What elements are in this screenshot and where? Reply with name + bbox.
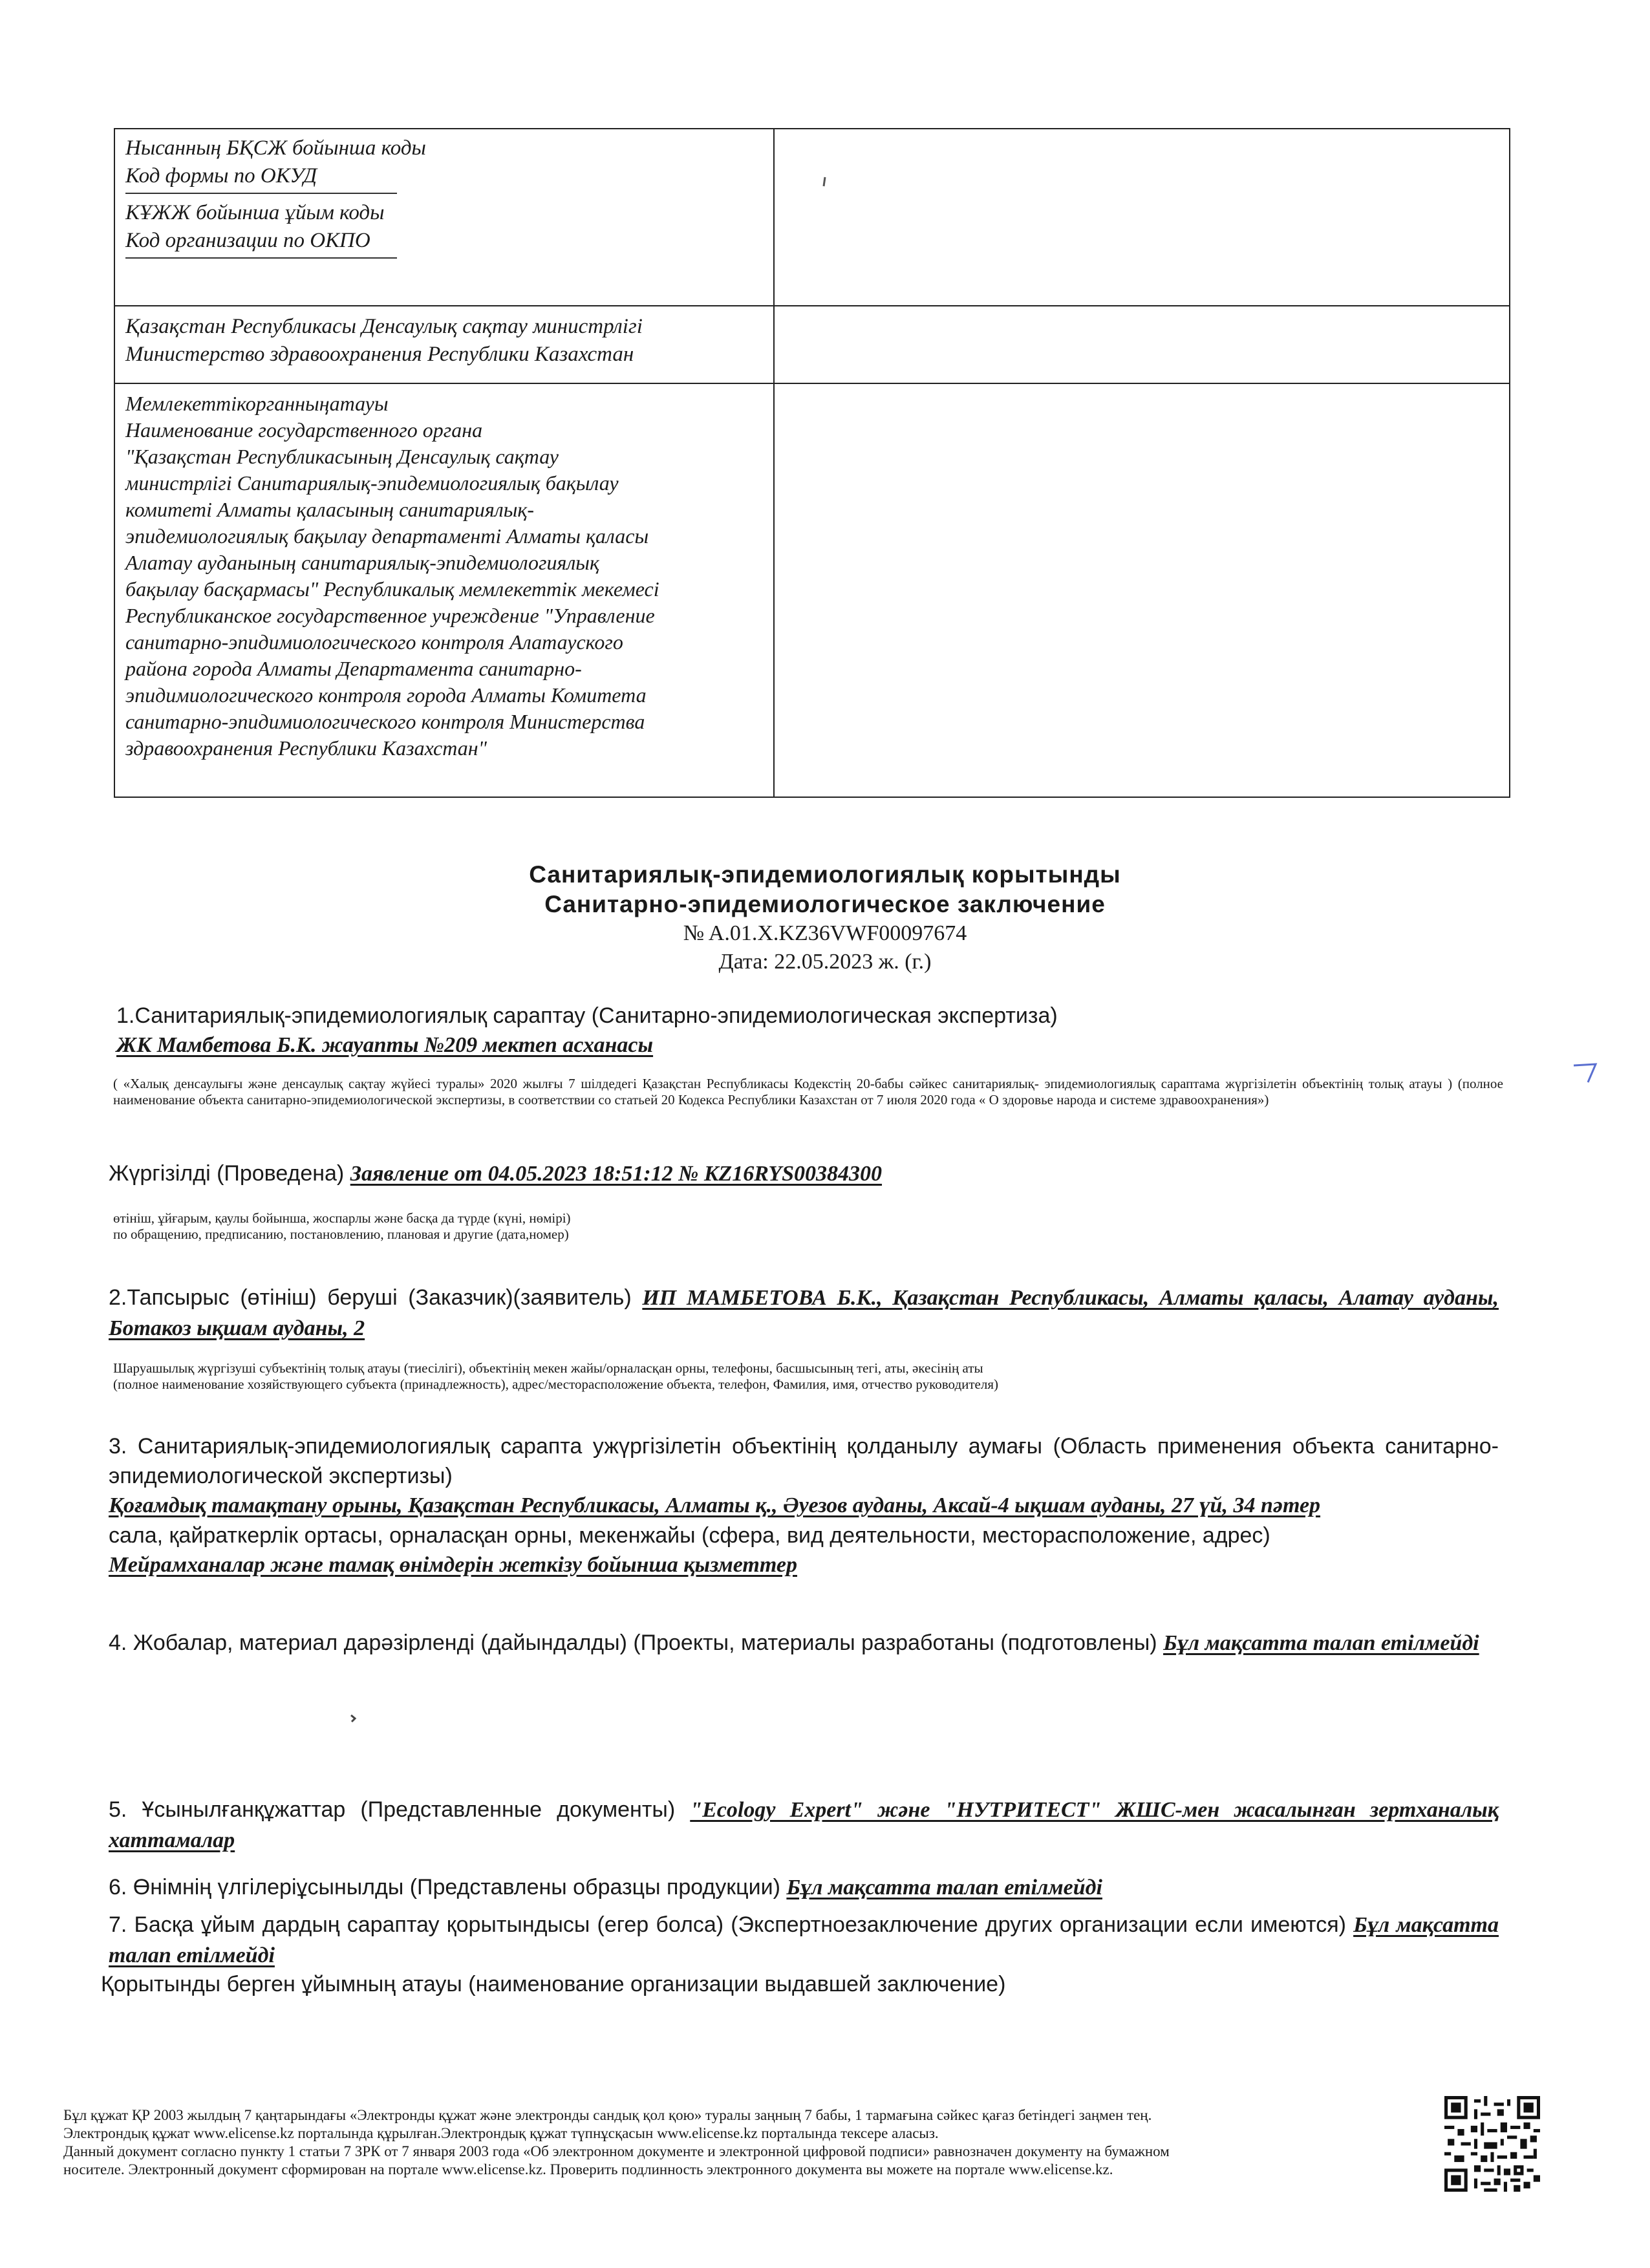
- section-6: [109, 1872, 1499, 1903]
- organ-line: эпидимиологического контроля города Алматы Комитета: [125, 683, 647, 707]
- section-3-label: 3. Санитариялық-эпидемиологиялық сарапта ужүргізілетін объектінің қолданылу аумағы (Область применения объекта санитарно-эпидемиологической экспертизы): [109, 1434, 1499, 1488]
- organ-label-ru: Наименование государственного органа: [125, 418, 483, 442]
- document-number: № A.01.X.KZ36VWF00097674: [683, 921, 967, 945]
- organ-line: Республиканское государственное учреждение "Управление: [125, 604, 655, 627]
- footer-line: носителе. Электронный документ сформирован на портале www.elicense.kz. Проверить подлинность электронного документа вы можете на портале www.elicense.kz.: [63, 2161, 1113, 2177]
- conducted-note: [113, 1210, 1503, 1243]
- organ-line: санитарно-эпидимиологического контроля Министерства: [125, 710, 645, 733]
- okud-ru: Код формы по ОКУД: [125, 164, 317, 187]
- footer-line: Бұл құжат ҚР 2003 жылдың 7 қаңтарындағы «Электронды құжат және электронды сандық қол қою» туралы заңның 7 бабы, 1 тармағына сәйкес қағаз бетіндегі заңмен тең.: [63, 2107, 1152, 2123]
- section-2-note: [113, 1360, 1503, 1393]
- ministry-kz: Қазақстан Республикасы Денсаулық сақтау министрлігі: [125, 315, 643, 338]
- okpo-ru: Код организации по ОКПО: [125, 229, 370, 252]
- organ-line: Алатау ауданының санитариялық-эпидемиологиялық: [125, 551, 599, 574]
- section-7-value: Бұл мақсатта талап етілмейді: [109, 1913, 1499, 1967]
- section-1: [116, 1001, 1506, 1060]
- organ-cell: [116, 385, 772, 797]
- section-5: [109, 1795, 1499, 1856]
- organ-line: района города Алматы Департамента санитарно-: [125, 657, 582, 680]
- organ-line: здравоохранения Республики Казахстан": [125, 736, 488, 760]
- table-divider-row1: [114, 305, 1510, 306]
- title-kz: Санитариялық-эпидемиологиялық корытынды: [529, 861, 1121, 888]
- conducted-note-ru: по обращению, предписанию, постановлению, плановая и другие (дата,номер): [113, 1226, 569, 1242]
- organ-label-kz: Мемлекеттікорганныңатауы: [125, 392, 389, 415]
- section-4: [109, 1628, 1499, 1658]
- footer-line: Электрондық құжат www.elicense.kz порталында құрылған.Электрондық құжат түпнұсқасын www.elicense.kz порталында тексере аласыз.: [63, 2125, 939, 2141]
- section-4-value: Бұл мақсатта талап етілмейді: [1163, 1631, 1479, 1655]
- section-4-label: 4. Жобалар, материал дарәзірленді (дайындалды) (Проекты, материалы разработаны (подготовлены): [109, 1631, 1157, 1655]
- conducted-block: [109, 1159, 1499, 1189]
- organ-line: бақылау басқармасы" Республикалық мемлекеттік мекемесі: [125, 577, 659, 601]
- section-7-issuer-label: Қорытынды берген ұйымның атауы (наименование организации выдавшей заключение): [101, 1972, 1006, 1996]
- table-divider-vertical: [773, 128, 775, 798]
- section-7-label: 7. Басқа ұйым дардың сараптау қорытындысы (егер болса) (Экспертноезаключение других организации если имеются): [109, 1912, 1346, 1937]
- scan-mark: [821, 176, 829, 189]
- footer-legal-note: [63, 2106, 1408, 2179]
- section-1-value: ЖК Мамбетова Б.К. жауапты №209 мектеп асханасы: [116, 1033, 654, 1057]
- organ-line: комитеті Алматы қаласының санитариялық-: [125, 498, 535, 521]
- scan-mark: [349, 1713, 358, 1724]
- section-2-note-ru: (полное наименование хозяйствующего субъекта (принадлежность), адрес/месторасположение объекта, телефон, Фамилия, имя, отчество руководителя): [113, 1376, 998, 1392]
- okud-kz: Нысанның БҚСЖ бойынша коды: [125, 136, 426, 160]
- ministry-cell: [116, 308, 772, 381]
- organ-line: санитарно-эпидимиологического контроля Алатауского: [125, 630, 623, 654]
- table-divider-row2: [114, 383, 1510, 384]
- section-6-value: Бұл мақсатта талап етілмейді: [786, 1876, 1102, 1899]
- blue-pen-mark: [1571, 1060, 1603, 1086]
- section-6-label: 6. Өнімнің үлгілеріұсынылды (Представлены образцы продукции): [109, 1875, 780, 1899]
- section-2-value: ИП МАМБЕТОВА Б.К., Қазақстан Республикасы, Алматы қаласы, Алатау ауданы, Ботакоз ықшам ауданы, 2: [109, 1286, 1499, 1340]
- section-5-value: "Ecology Expert" және "НУТРИТЕСТ" ЖШС-мен жасалынған зертханалық хаттамалар: [109, 1798, 1499, 1852]
- okpo-blank-line: [125, 257, 397, 259]
- section-3: [109, 1431, 1499, 1580]
- section-2-note-kz: Шаруашылық жүргізуші субъектінің толық атауы (тиесілігі), объектінің мекен жайы/орналасқан орны, телефоны, басшысының тегі, аты, әкесінің аты: [113, 1360, 983, 1376]
- conducted-value: Заявление от 04.05.2023 18:51:12 № KZ16RYS00384300: [350, 1162, 883, 1186]
- qr-code-icon: [1444, 2096, 1540, 2192]
- section-5-label: 5. Ұсынылғанқұжаттар (Представленные документы): [109, 1797, 676, 1822]
- organ-line: министрлігі Санитариялық-эпидемиологиялық бақылау: [125, 471, 619, 495]
- section-7: [109, 1910, 1499, 1971]
- conducted-note-kz: өтініш, ұйғарым, қаулы бойынша, жоспарлы және басқа да түрде (күні, нөмірі): [113, 1210, 571, 1226]
- organ-line: эпидемиологиялық бақылау департаменті Алматы қаласы: [125, 524, 649, 548]
- section-7-issuer: [101, 1969, 1491, 1999]
- section-2-label: 2.Тапсырыс (өтініш) беруші (Заказчик)(заявитель): [109, 1285, 632, 1310]
- document-title: [0, 860, 1650, 976]
- organ-line: "Қазақстан Республикасының Денсаулық сақтау: [125, 445, 559, 468]
- section-1-note: ( «Халық денсаулығы және денсаулық сақтау жүйесі туралы» 2020 жылғы 7 шілдедегі Қазақстан Республикасы Кодекстің 20-бабы сәйкес санитариялық- эпидемиологиялық сараптама жүргізілетін объектінің толық атауы ) (полное наименование объекта санитарно-эпидемиологической экспертизы, в соответствии со статьей 20 Кодекса Республики Казахстан от 7 июля 2020 года « О здоровье народа и системе здравоохранения»): [113, 1076, 1503, 1107]
- form-code-cell: [116, 129, 772, 304]
- footer-line: Данный документ согласно пункту 1 статьи 7 ЗРК от 7 января 2003 года «Об электронном документе и электронной цифровой подписи» равнозначен документу на бумажном: [63, 2143, 1170, 2159]
- section-3-sphere-value: Мейрамханалар және тамақ өнімдерін жеткізу бойынша қызметтер: [109, 1553, 797, 1577]
- section-2: [109, 1283, 1499, 1343]
- ministry-ru: Министерство здравоохранения Республики Казахстан: [125, 343, 634, 366]
- title-ru: Санитарно-эпидемиологическое заключение: [544, 891, 1106, 917]
- okud-blank-line: [125, 193, 397, 194]
- section-3-value: Қоғамдық тамақтану орыны, Қазақстан Республикасы, Алматы қ., Әуезов ауданы, Аксай-4 ықшам ауданы, 27 үй, 34 пәтер: [109, 1493, 1321, 1517]
- okpo-kz: КҰЖЖ бойынша ұйым коды: [125, 201, 385, 224]
- document-date: Дата: 22.05.2023 ж. (г.): [718, 950, 932, 974]
- conducted-label: Жүргізілді (Проведена): [109, 1161, 345, 1186]
- section-3-sphere-label: сала, қайраткерлік ортасы, орналасқан орны, мекенжайы (сфера, вид деятельности, месторасположение, адрес): [109, 1523, 1270, 1548]
- section-1-label: 1.Санитариялық-эпидемиологиялық сараптау (Санитарно-эпидемиологическая экспертиза): [116, 1003, 1058, 1028]
